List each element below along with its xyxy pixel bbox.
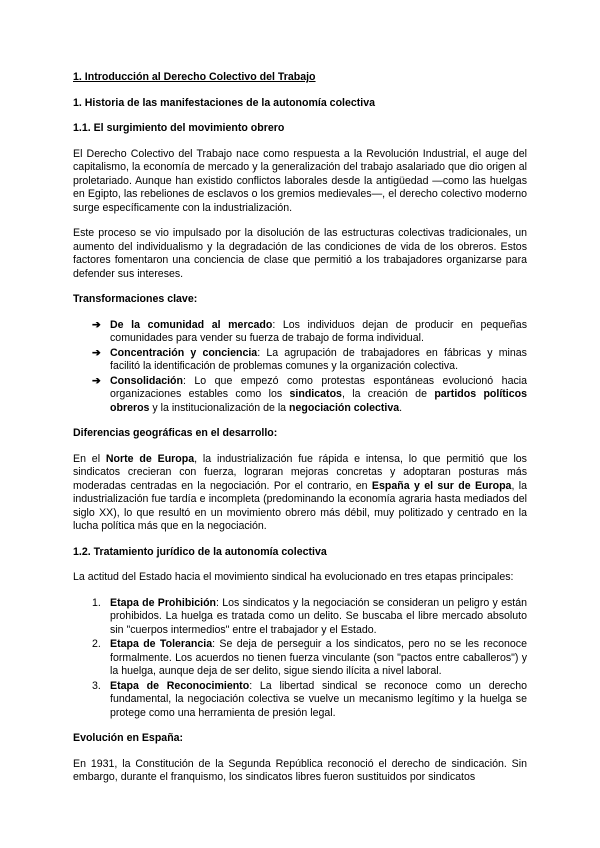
item-term: Etapa de Reconocimiento — [110, 679, 250, 692]
item-number: 1. — [92, 596, 101, 609]
text-run: En el — [73, 452, 106, 465]
list-item — [92, 680, 527, 721]
geo-heading: Diferencias geográficas en el desarrollo: — [73, 427, 278, 439]
list-item — [92, 347, 527, 374]
item-term: Concentración y conciencia — [110, 346, 258, 359]
item-number: 2. — [92, 638, 101, 650]
transformations-heading: Transformaciones clave: — [73, 293, 198, 305]
arrow-bullet-icon: ➔ — [92, 318, 101, 331]
subsection-title-1-1: 1.1. El surgimiento del movimiento obrero — [73, 122, 285, 134]
bold-run: Norte de Europa — [105, 452, 195, 465]
item-text: : Los sindicatos y la negociación se consideran un peligro y están prohibidos. La huelga es tratada como un delito. Se buscaba el libre mercado absoluto sin "cuerpos intermedios" entre el trabajador y el Estado. — [110, 596, 527, 636]
item-term: Consolidación — [110, 374, 183, 387]
item-term: Etapa de Prohibición — [110, 596, 217, 609]
text-run: , la industrialización fue rápida e intensa, lo que permitió que los sindicatos crecieran con fuerza, lograran mejoras concretas y adoptaran posturas más moderadas centradas en la negociación. Por el contrario, en — [73, 452, 527, 492]
item-term: Etapa de Tolerancia — [110, 638, 213, 650]
spain-heading: Evolución en España: — [73, 732, 184, 744]
state-paragraph: La actitud del Estado hacia el movimiento sindical ha evolucionado en tres etapas principales: — [73, 571, 514, 583]
item-text: : La agrupación de trabajadores en fábricas y minas facilitó la identificación de problemas comunes y la organización colectiva. — [110, 346, 527, 372]
subsection-title-1-2: 1.2. Tratamiento jurídico de la autonomía colectiva — [73, 545, 327, 558]
intro-paragraph-1: El Derecho Colectivo del Trabajo nace como respuesta a la Revolución Industrial, el auge del capitalismo, la economía de mercado y la generalización del trabajo asalariado que dio origen al proletariado. Aunque han existido conflictos laborales desde la antigüedad —como las huelgas en Egipto, las rebeliones de esclavos o los gremios medievales—, el derecho colectivo moderno surge específicamente con la industrialización. — [73, 147, 527, 214]
list-item — [92, 638, 527, 679]
item-bold-text: partidos políticos obreros — [110, 388, 527, 414]
item-term: De la comunidad al mercado — [110, 318, 273, 331]
spain-paragraph: En 1931, la Constitución de la Segunda República reconoció el derecho de sindicación. Sin embargo, durante el franquismo, los sindicatos libres fueron sustituidos por sindicatos — [73, 757, 527, 783]
item-text: : La libertad sindical se reconoce como un derecho fundamental, la negociación colectiva se vuelve un mecanismo legítimo y la huelga se protege como una herramienta de presión legal. — [110, 679, 527, 719]
stages-list — [73, 597, 527, 721]
item-text: : Se deja de perseguir a los sindicatos, pero no se les reconoce formalmente. Los acuerdos no tienen fuerza vinculante (son "pactos entre caballeros") y la huelga, aunque deja de ser delito, sigue siendo ilícita a nivel laboral. — [110, 638, 527, 677]
list-item — [92, 319, 527, 346]
item-text: . — [399, 401, 403, 414]
item-text: , la creación de — [341, 388, 435, 400]
item-bold-text: sindicatos — [289, 388, 342, 400]
item-number: 3. — [92, 679, 101, 692]
list-item — [92, 375, 527, 416]
intro-paragraph-2: Este proceso se vio impulsado por la disolución de las estructuras colectivas tradicionales, un aumento del individualismo y la degradación de las condiciones de vida de los obreros. Estos factores fomentaron una conciencia de clase que permitió a los trabajadores organizarse para defender sus intereses. — [73, 227, 527, 280]
bold-run: España y el sur de Europa — [371, 479, 512, 492]
arrow-bullet-icon: ➔ — [92, 346, 101, 359]
section-title: 1. Historia de las manifestaciones de la autonomía colectiva — [73, 96, 376, 109]
item-text: y la institucionalización de la — [149, 401, 290, 414]
transformations-list — [73, 319, 527, 416]
item-text: : Los individuos dejan de producir en pequeñas comunidades para vender su fuerza de trabajo de forma individual. — [110, 318, 527, 344]
arrow-bullet-icon: ➔ — [92, 374, 101, 387]
main-title: 1. Introducción al Derecho Colectivo del Trabajo — [73, 71, 316, 83]
geo-paragraph — [73, 453, 527, 534]
item-bold-text: negociación colectiva — [289, 401, 400, 414]
list-item — [92, 597, 527, 638]
text-run: , la industrialización fue tardía e incompleta (predominando la economía agraria hasta mediados del siglo XX), lo que resultó en un movimiento obrero más débil, muy politizado y centrado en la lucha política más que en la negociación. — [73, 479, 527, 532]
item-text: : Lo que empezó como protestas espontáneas evolucionó hacia organizaciones estables como los — [110, 374, 527, 400]
